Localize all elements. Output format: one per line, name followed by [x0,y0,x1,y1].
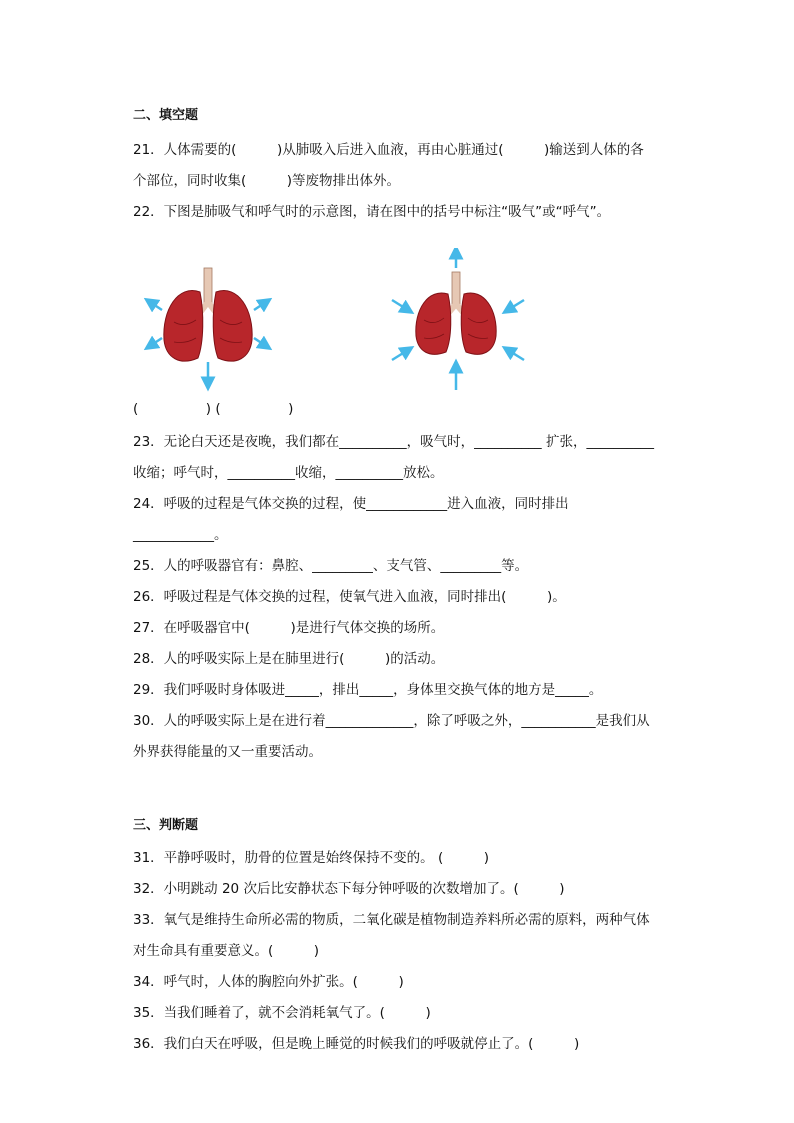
question-26: 26．呼吸过程是气体交换的过程，使氧气进入血液，同时排出( )。 [133,589,566,605]
section-judge-heading: 三、判断题 [133,818,199,833]
question-32: 32．小明跳动 20 次后比安静状态下每分钟呼吸的次数增加了。( ) [133,881,565,897]
question-33-line1: 33．氧气是维持生命所必需的物质，二氧化碳是植物制造养料所必需的原料，两种气体 [133,912,650,928]
question-35: 35．当我们睡着了，就不会消耗氧气了。( ) [133,1005,431,1021]
question-29: 29．我们呼吸时身体吸进_____，排出_____，身体里交换气体的地方是_____。 [133,682,603,698]
question-33-line2: 对生命具有重要意义。( ) [133,943,320,959]
question-34: 34．呼气时，人体的胸腔向外扩张。( ) [133,974,404,990]
question-24-line1: 24．呼吸的过程是气体交换的过程，使____________进入血液，同时排出 [133,496,569,512]
question-27: 27．在呼吸器官中( )是进行气体交换的场所。 [133,620,445,636]
question-31: 31．平静呼吸时，肋骨的位置是始终保持不变的。 ( ) [133,850,490,866]
question-21-line1: 21．人体需要的( )从肺吸入后进入血液，再由心脏通过( )输送到人体的各 [133,142,644,158]
lung-diagram-left [140,262,280,392]
question-30-line1: 30．人的呼吸实际上是在进行着_____________，除了呼吸之外，___________是我们从 [133,713,650,729]
question-23-line2: 收缩；呼气时，__________收缩，__________放松。 [133,465,444,481]
question-36: 36．我们白天在呼吸，但是晚上睡觉的时候我们的呼吸就停止了。( ) [133,1036,580,1052]
question-21-line2: 个部位，同时收集( )等废物排出体外。 [133,173,401,189]
question-22-answer-parens: ( ) ( ) [133,401,294,417]
lung-diagram-right [384,248,534,394]
question-25: 25．人的呼吸器官有：鼻腔、_________、支气管、_________等。 [133,558,529,574]
question-22: 22．下图是肺吸气和呼气时的示意图，请在图中的括号中标注“吸气”或“呼气”。 [133,204,611,220]
question-30-line2: 外界获得能量的又一重要活动。 [133,744,322,760]
question-28: 28．人的呼吸实际上是在肺里进行( )的活动。 [133,651,445,667]
question-24-line2: ____________。 [133,527,228,543]
section-fill-heading: 二、填空题 [133,108,199,123]
question-23-line1: 23．无论白天还是夜晚，我们都在__________，吸气时，__________ 扩张，__________ [133,434,654,450]
